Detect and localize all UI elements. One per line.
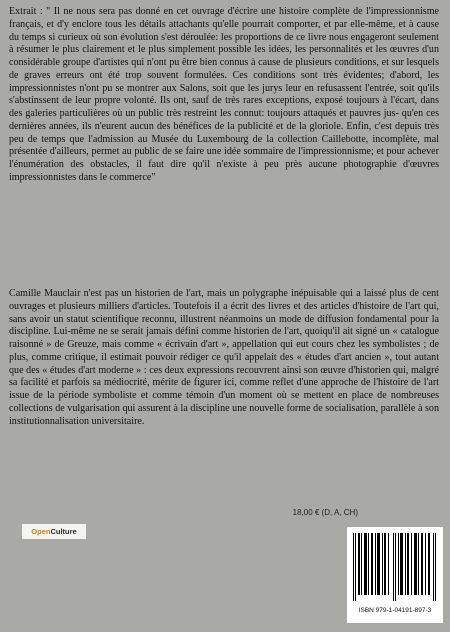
logo-culture-text: Culture	[50, 527, 77, 536]
price-label: 18,00 € (D, A, CH)	[292, 508, 358, 517]
publisher-logo	[22, 524, 86, 539]
isbn-label: ISBN 979-1-04191-897-3	[358, 607, 432, 614]
author-biography: Camille Mauclair n'est pas un historien de l'art, mais un polygraphe inépuisable qui a laissé plus de cent ouvrages et plusieurs milliers d'articles. Toutefois il a écrit des livres et des articles d'histoire de l'art qui, sans avoir un statut scientifique reconnu, illustrent néanmoins un mode de diffusion fondamental pour la discipline. Lui-même ne se serait jamais défini comme historien de l'art, quoiqu'il ait signé un « catalogue raisonné » de Greuze, mais comme « écrivain d'art », appellation qui eut cours chez les symbolistes ; de plus, comme critique, il estimait pouvoir rédiger ce qu'il appelait des « études d'art ancien », tout autant que des « études d'art moderne » : ces deux expressions recouvrent ainsi son œuvre d'historien qui, malgré sa facilité et parfois sa médiocrité, mérite de figurer ici, comme reflet d'une approche de l'histoire de l'art issue de la période symboliste et comme témoin d'un moment où se mettent en place de nombreuses collections de vulgarisation qui assurent à la discipline une nouvelle forme de socialisation, parallèle à son institutionnalisation universitaire.	[9, 288, 439, 427]
logo-open-text: Open	[31, 527, 51, 536]
barcode-panel	[347, 527, 443, 623]
barcode-icon	[351, 533, 439, 601]
excerpt-paragraph: Extrait : " Il ne nous sera pas donné en cet ouvrage d'écrire une histoire complète de l'impressionnisme français, et d'y enclore tous les détails attachants qu'elle pourrait comporter, et par elle-même, et à cause du temps si curieux où son évolution s'est déroulée: les proportions de ce livre nous engageront seulement à résumer le plus clairement et le plus simplement possible les idées, les personnalités et les œuvres d'un considérable groupe d'artistes qui n'ont pu être bien connus à cause de plusieurs conditions, et sur lesquels de graves erreurs ont été trop souvent formulées. Ces conditions sont très évidentes; d'abord, les impressionnistes n'ont pu se montrer aux Salons, soit que les jurys leur en refusassent l'entrée, soit qu'ils s'abstinssent de leur propre volonté. Ils ont, sauf de très rares exceptions, exposé toujours à l'écart, dans des galeries particulières où un public très restreint les connut: toujours attaqués et pauvres jus- qu'en ces dernières années, ils n'eurent aucun des bénéfices de la publicité et de la gloriole. Enfin, c'est depuis très peu de temps que l'admission au Musée du Luxembourg de la collection Caillebotte, incomplète, mal présentée d'ailleurs, permet au public de se faire une idée sommaire de l'impressionnisme; et pour achever l'énumération des obstacles, il faut dire qu'il n'existe à peu près aucune photographie d'œuvres impressionnistes dans le commerce"	[9, 6, 439, 183]
